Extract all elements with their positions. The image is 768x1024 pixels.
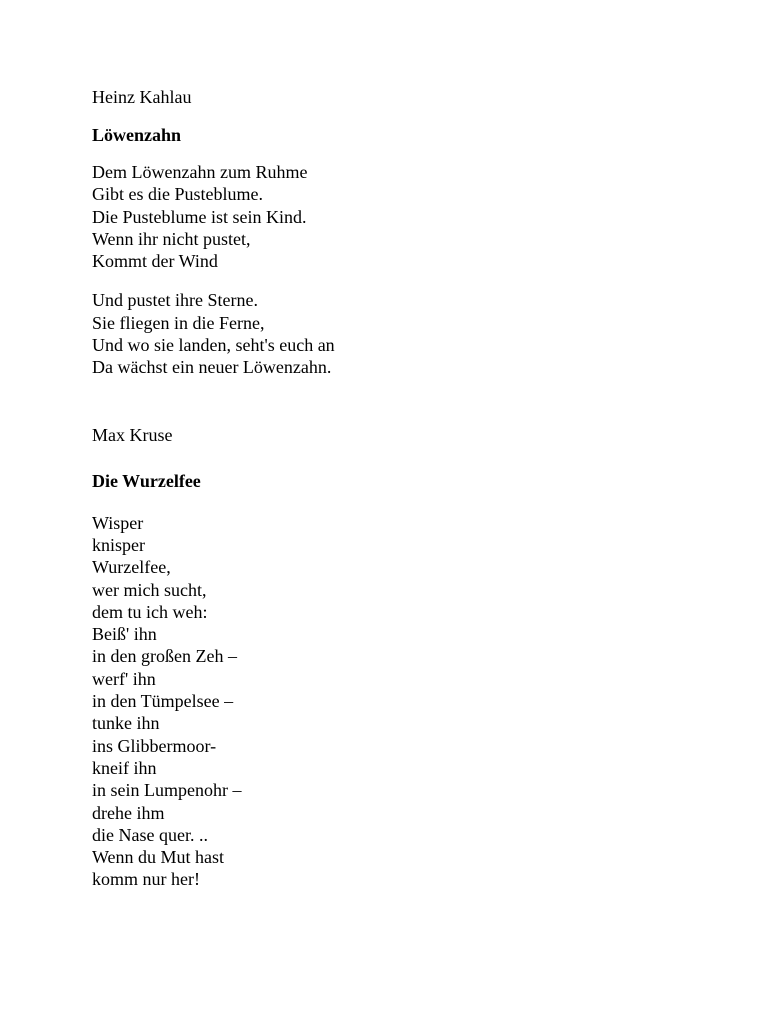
poem	[92, 424, 712, 891]
poem-line: Sie fliegen in die Ferne,	[92, 312, 265, 333]
document-page	[92, 86, 712, 891]
poem-line: Beiß' ihn	[92, 624, 157, 645]
poem-line: Und pustet ihre Sterne.	[92, 290, 258, 311]
poem-line: kneif ihn	[92, 757, 157, 778]
poem-stanza	[92, 289, 712, 378]
poem-line: Und wo sie landen, seht's euch an	[92, 335, 335, 356]
poem-line: ins Glibbermoor-	[92, 735, 217, 756]
poem-line: Kommt der Wind	[92, 251, 218, 272]
poem-stanza	[92, 161, 712, 272]
poem-line: in den großen Zeh –	[92, 646, 237, 667]
poem-line: Dem Löwenzahn zum Ruhme	[92, 162, 308, 182]
poem-title: Die Wurzelfee	[92, 470, 201, 491]
poem-line: tunke ihn	[92, 713, 160, 734]
poem-line: Die Pusteblume ist sein Kind.	[92, 206, 307, 227]
poem-line: die Nase quer. ..	[92, 824, 208, 845]
poem	[92, 86, 712, 379]
poem-line: Wurzelfee,	[92, 557, 171, 578]
poem-line: Da wächst ein neuer Löwenzahn.	[92, 357, 332, 378]
poem-line: Gibt es die Pusteblume.	[92, 184, 263, 205]
poem-line: Wenn du Mut hast	[92, 847, 225, 868]
poem-line: wer mich sucht,	[92, 579, 207, 600]
poem-author: Max Kruse	[92, 424, 173, 445]
poem-line: dem tu ich weh:	[92, 601, 208, 622]
poem-line: Wisper	[92, 512, 144, 533]
poem-line: in den Tümpelsee –	[92, 691, 234, 712]
poem-line: in sein Lumpenohr –	[92, 780, 242, 801]
poem-line: werf' ihn	[92, 668, 156, 689]
poem-line: Wenn ihr nicht pustet,	[92, 228, 251, 249]
poem-line: knisper	[92, 534, 145, 555]
poem-author: Heinz Kahlau	[92, 87, 192, 107]
poem-line: komm nur her!	[92, 869, 200, 890]
poem-line: drehe ihm	[92, 802, 165, 823]
poem-title: Löwenzahn	[92, 125, 182, 145]
poem-stanza	[92, 512, 712, 891]
